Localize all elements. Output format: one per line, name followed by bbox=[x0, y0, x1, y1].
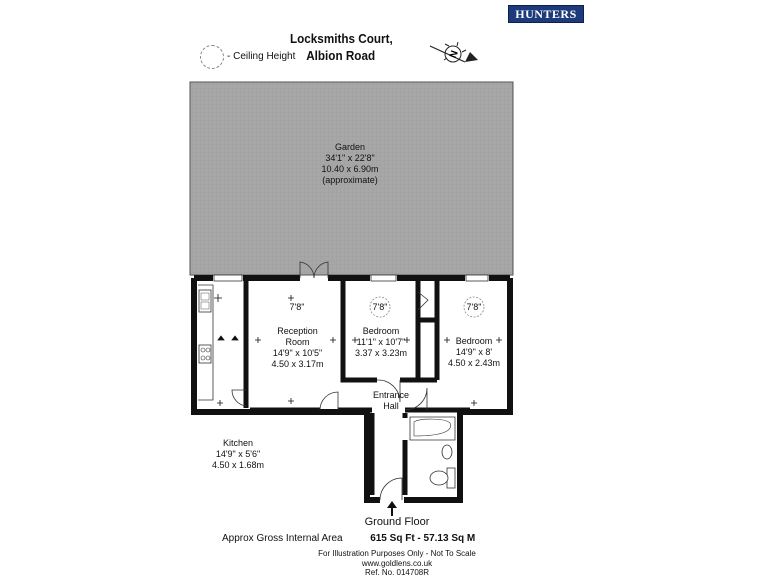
bedroom2-imperial: 14'9" x 8' bbox=[455, 347, 493, 357]
floor-name: Ground Floor bbox=[364, 516, 430, 528]
hunters-logo: HUNTERS bbox=[508, 5, 584, 23]
title-line-2: Albion Road bbox=[306, 48, 376, 63]
compass-letter: N bbox=[448, 49, 461, 60]
hob-icon bbox=[199, 345, 211, 363]
garden-note: (approximate) bbox=[322, 175, 378, 185]
bedroom2-metric: 4.50 x 2.43m bbox=[447, 358, 501, 368]
garden-imperial: 34'1" x 22'8" bbox=[325, 153, 375, 163]
kitchen-metric: 4.50 x 1.68m bbox=[211, 460, 265, 470]
bathroom-fittings bbox=[410, 417, 455, 488]
reception-metric: 4.50 x 3.17m bbox=[271, 359, 324, 369]
bedroom1-label bbox=[345, 326, 417, 359]
kitchen-imperial: 14'9" x 5'6" bbox=[215, 449, 261, 459]
hall-name-2: Hall bbox=[383, 401, 399, 411]
bedroom2-name: Bedroom bbox=[455, 336, 493, 346]
garden-metric: 10.40 x 6.90m bbox=[321, 164, 379, 174]
garden-name: Garden bbox=[334, 142, 366, 152]
kitchen-fittings bbox=[198, 285, 213, 400]
footer-notes bbox=[0, 549, 768, 578]
website-link[interactable]: www.goldlens.co.uk bbox=[361, 558, 433, 568]
bedroom1-ceiling-height: 7'8" bbox=[372, 302, 388, 312]
compass-icon bbox=[430, 42, 478, 62]
hall-name-1: Entrance bbox=[372, 390, 410, 400]
bedroom1-imperial: 11'1" x 10'7" bbox=[356, 337, 406, 347]
hall-label bbox=[366, 390, 416, 412]
gross-internal-area bbox=[222, 533, 475, 544]
reception-name-1: Reception bbox=[277, 326, 318, 336]
reference-number: Ref. No. 014708R bbox=[364, 568, 430, 577]
bedroom1-metric: 3.37 x 3.23m bbox=[354, 348, 408, 358]
bedroom2-label bbox=[440, 336, 508, 369]
kitchen-name: Kitchen bbox=[222, 438, 254, 448]
basin-icon bbox=[442, 445, 452, 459]
area-label: Approx Gross Internal Area bbox=[222, 533, 343, 544]
reception-ceiling-height: 7'8" bbox=[289, 302, 305, 312]
title-line-1: Locksmiths Court, bbox=[290, 31, 393, 46]
garden-label bbox=[305, 142, 395, 186]
entrance-arrow-icon bbox=[387, 501, 397, 516]
interior-walls bbox=[246, 281, 470, 495]
disclaimer: For Illustration Purposes Only - Not To Scale bbox=[318, 549, 476, 558]
toilet-icon bbox=[430, 471, 448, 485]
reception-imperial: 14'9" x 10'5" bbox=[272, 348, 323, 358]
area-value: 615 Sq Ft - 57.13 Sq M bbox=[370, 533, 476, 544]
reception-name-2: Room bbox=[285, 337, 310, 347]
bedroom2-ceiling-height: 7'8" bbox=[466, 302, 482, 312]
reception-label bbox=[255, 326, 340, 370]
bedroom1-name: Bedroom bbox=[362, 326, 400, 336]
kitchen-label bbox=[208, 438, 268, 471]
ceiling-height-label: - Ceiling Height bbox=[227, 51, 296, 62]
